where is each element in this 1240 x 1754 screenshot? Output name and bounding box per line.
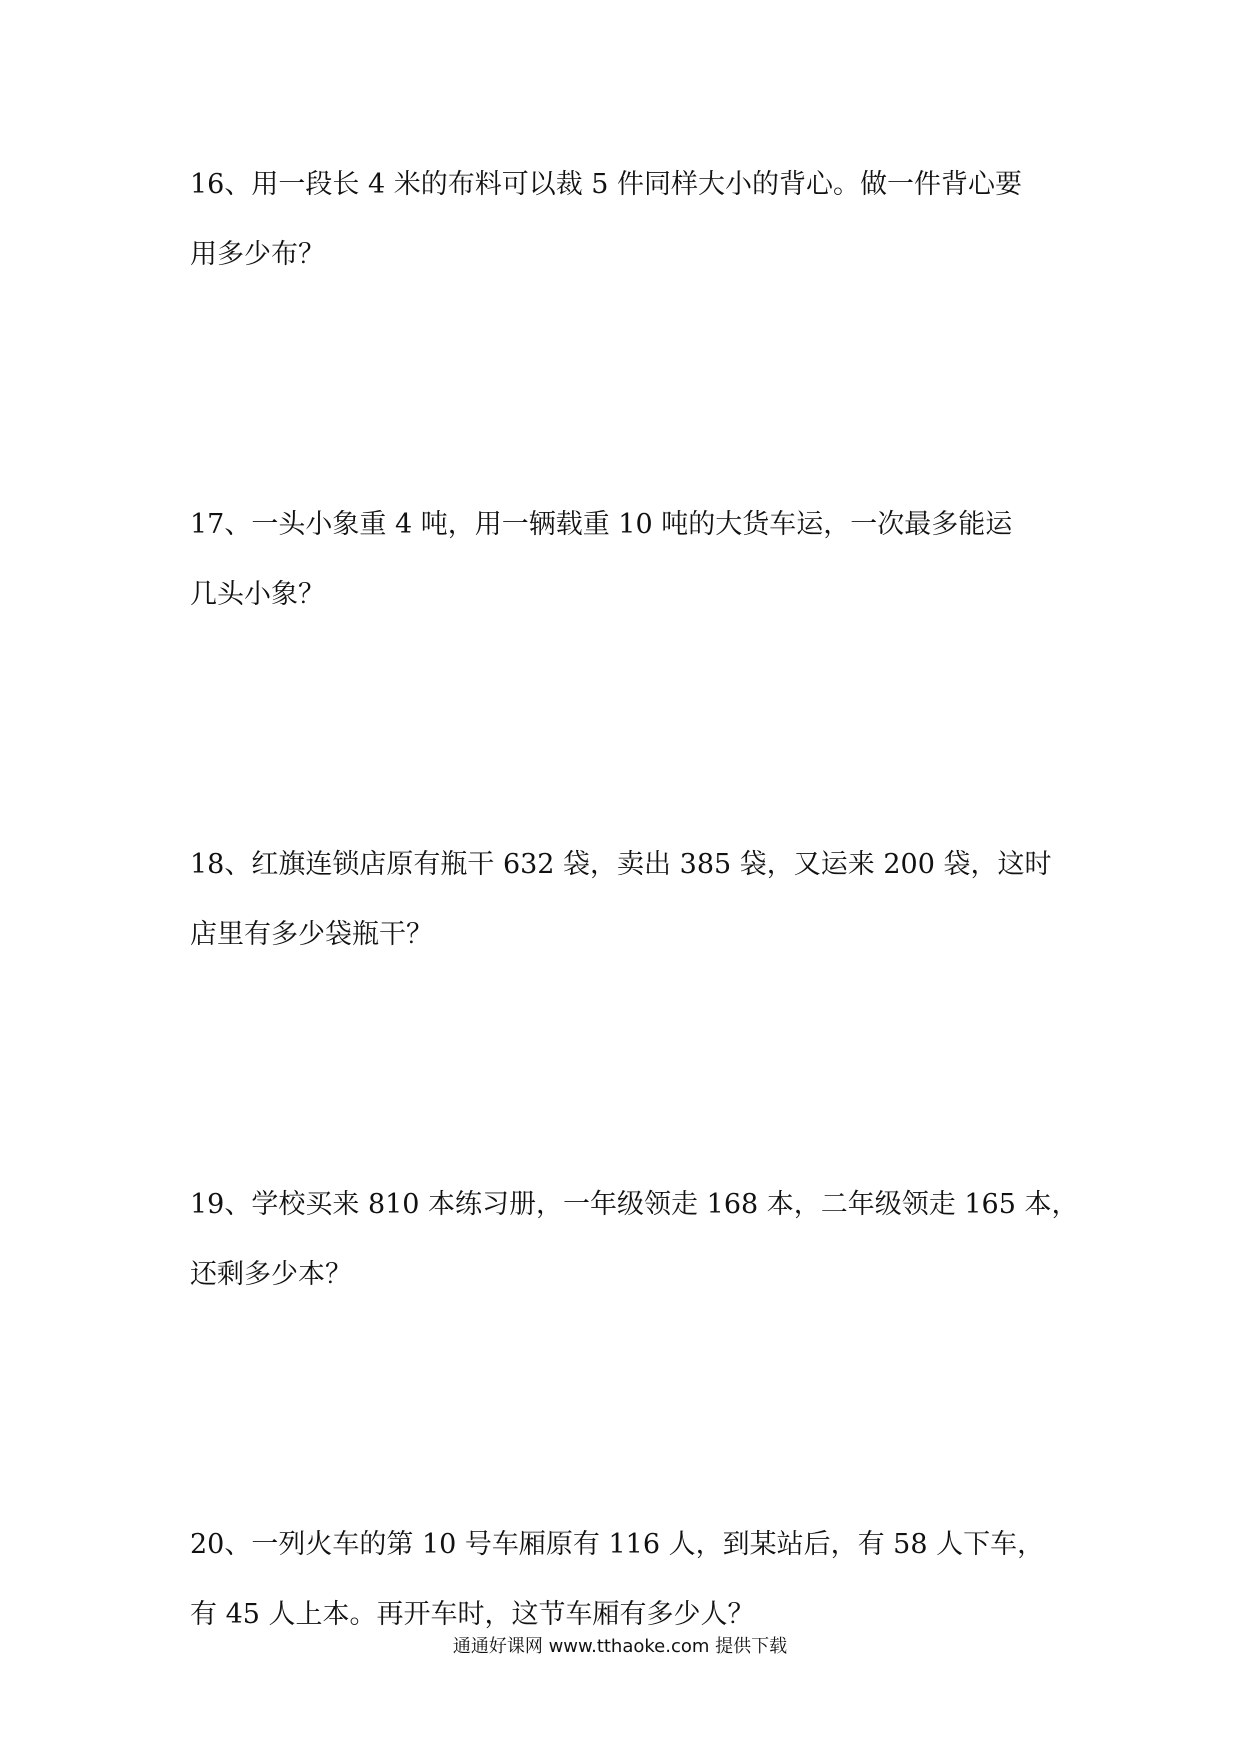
problem-18-line-1: 18、红旗连锁店原有瓶干 632 袋，卖出 385 袋，又运来 200 袋，这时	[190, 849, 1052, 880]
problem-18	[190, 830, 1060, 970]
problem-17-line-1: 17、一头小象重 4 吨，用一辆载重 10 吨的大货车运，一次最多能运	[190, 509, 1013, 540]
problem-19-line-1: 19、学校买来 810 本练习册，一年级领走 168 本，二年级领走 165 本，	[190, 1189, 1079, 1220]
problem-19-line-2: 还剩多少本？	[190, 1259, 352, 1290]
problem-16-line-2: 用多少布？	[190, 239, 325, 270]
problem-20-line-2: 有 45 人上本。再开车时，这节车厢有多少人？	[190, 1599, 755, 1630]
problem-17	[190, 490, 1060, 630]
page-footer: 通通好课网 www.tthaoke.com 提供下载	[452, 1636, 788, 1657]
problem-17-line-2: 几头小象？	[190, 579, 325, 610]
problem-16-line-1: 16、用一段长 4 米的布料可以裁 5 件同样大小的背心。做一件背心要	[190, 169, 1023, 200]
problem-20	[190, 1510, 1060, 1650]
problem-16	[190, 150, 1060, 290]
problem-20-line-1: 20、一列火车的第 10 号车厢原有 116 人，到某站后，有 58 人下车，	[190, 1529, 1045, 1560]
problem-18-line-2: 店里有多少袋瓶干？	[190, 919, 433, 950]
problem-19	[190, 1170, 1079, 1310]
